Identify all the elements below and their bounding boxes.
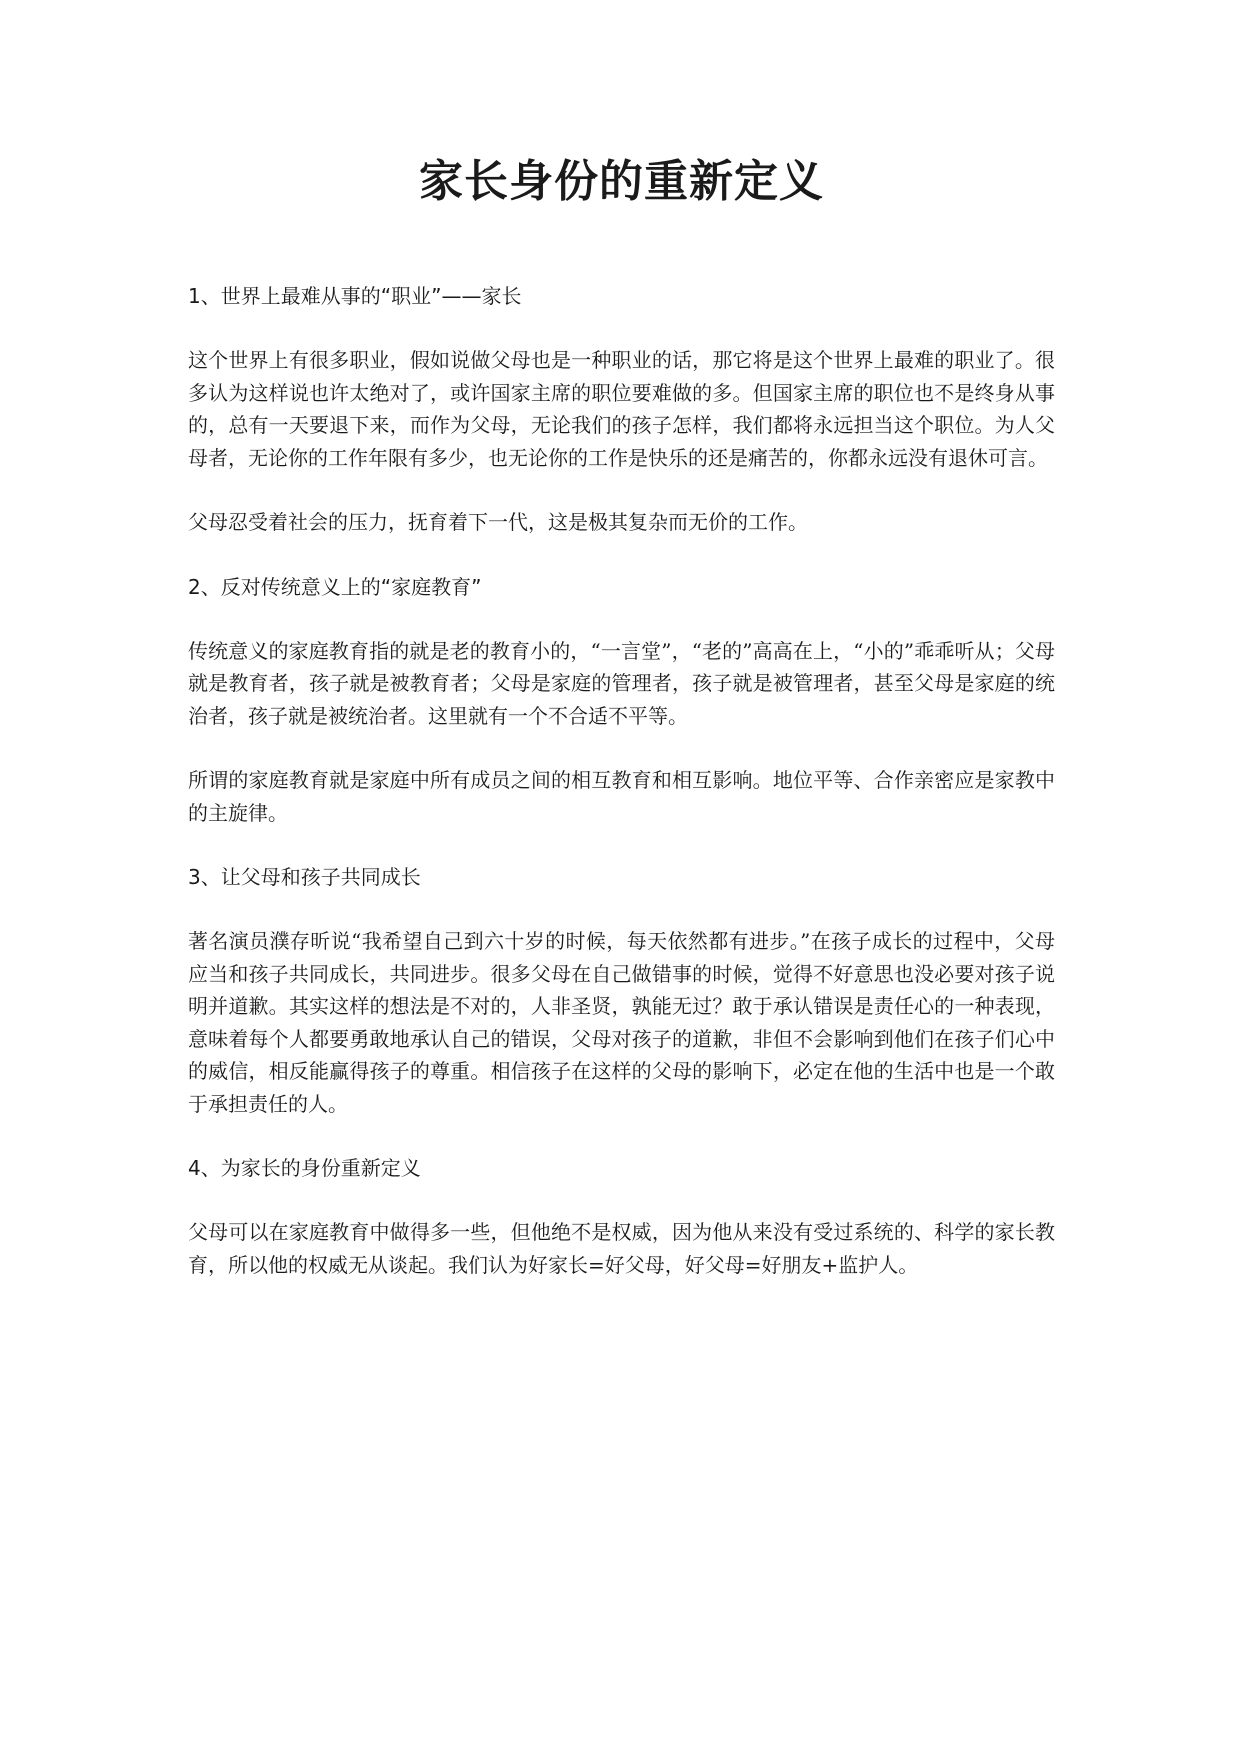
section-heading: 4、为家长的身份重新定义 (188, 1156, 421, 1180)
section-1 (188, 280, 1055, 539)
paragraph: 所谓的家庭教育就是家庭中所有成员之间的相互教育和相互影响。地位平等、合作亲密应是家教中的主旋律。 (188, 768, 1055, 825)
section-heading: 1、世界上最难从事的“职业”——家长 (188, 284, 522, 308)
paragraph: 父母忍受着社会的压力，抚育着下一代，这是极其复杂而无价的工作。 (188, 510, 808, 534)
paragraph: 父母可以在家庭教育中做得多一些，但他绝不是权威，因为他从来没有受过系统的、科学的家长教育，所以他的权威无从谈起。我们认为好家长=好父母，好父母=好朋友+监护人。 (188, 1220, 1055, 1277)
section-4 (188, 1152, 1055, 1281)
paragraph: 著名演员濮存昕说“我希望自己到六十岁的时候，每天依然都有进步。”在孩子成长的过程中，父母应当和孩子共同成长，共同进步。很多父母在自己做错事的时候，觉得不好意思也没必要对孩子说明并道歉。其实这样的想法是不对的，人非圣贤，孰能无过？敢于承认错误是责任心的一种表现，意味着每个人都要勇敢地承认自己的错误，父母对孩子的道歉，非但不会影响到他们在孩子们心中的威信，相反能赢得孩子的尊重。相信孩子在这样的父母的影响下，必定在他的生活中也是一个敢于承担责任的人。 (188, 929, 1055, 1116)
section-heading: 3、让父母和孩子共同成长 (188, 865, 421, 889)
section-heading: 2、反对传统意义上的“家庭教育” (188, 574, 482, 599)
document-title: 家长身份的重新定义 (419, 156, 824, 207)
paragraph: 这个世界上有很多职业，假如说做父母也是一种职业的话，那它将是这个世界上最难的职业了。很多认为这样说也许太绝对了，或许国家主席的职位要难做的多。但国家主席的职位也不是终身从事的，总有一天要退下来，而作为父母，无论我们的孩子怎样，我们都将永远担当这个职位。为人父母者，无论你的工作年限有多少，也无论你的工作是快乐的还是痛苦的，你都永远没有退休可言。 (188, 348, 1055, 470)
section-2 (188, 571, 1055, 830)
paragraph: 传统意义的家庭教育指的就是老的教育小的，“一言堂”，“老的”高高在上，“小的”乖乖听从；父母就是教育者，孩子就是被教育者；父母是家庭的管理者，孩子就是被管理者，甚至父母是家庭的统治者，孩子就是被统治者。这里就有一个不合适不平等。 (188, 638, 1055, 728)
section-3 (188, 861, 1055, 1120)
